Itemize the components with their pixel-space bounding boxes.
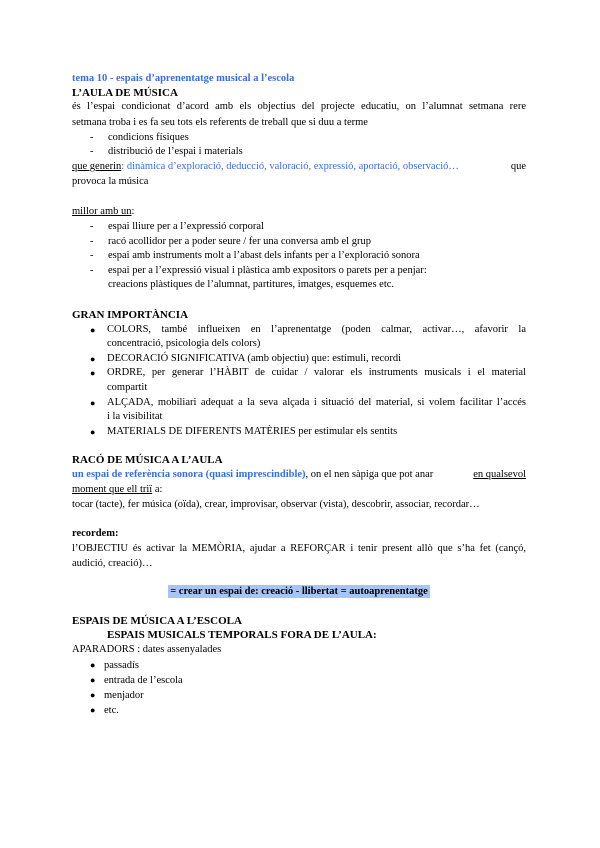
list-item-text: ALÇADA, mobiliari adequat a la seva alçada i situació del material, si volem facilitar l’accés [107, 397, 526, 408]
aula-intro-line-2: setmana troba i es fa seu tots els referents de treball que si duu a terme [72, 117, 368, 128]
dash-item [90, 235, 371, 249]
dash-item-text: espai per a l’expressió visual i plàstica amb expositors o parets per a penjar: [108, 265, 427, 276]
genera-end: que [510, 161, 526, 172]
raco-highlight: un espai de referència sonora (quasi imprescindible) [72, 469, 306, 480]
list-item [90, 425, 104, 440]
bullet-icon: ● [90, 705, 96, 715]
dash-item [90, 220, 264, 234]
dash-item-text: distribució de l’espai i materials [108, 146, 243, 157]
dash-item-text: espai amb instruments molt a l’abast dels infants per a l’exploració sonora [108, 250, 420, 261]
dash-marker: - [90, 221, 94, 232]
raco-underlined-2: moment que ell triï [72, 484, 153, 495]
raco-line-1 [72, 468, 526, 482]
dash-item [90, 264, 427, 278]
espais-subheading: ESPAIS MUSICALS TEMPORALS FORA DE L’AULA: [107, 629, 377, 641]
dash-item-text: espai lliure per a l’expressió corporal [108, 221, 264, 232]
bullet-icon: ● [90, 690, 96, 700]
dash-item [90, 145, 243, 159]
dash-item [90, 131, 189, 145]
recordem-line-1: l’OBJECTIU és activar la MEMÒRIA, ajudar a REFORÇAR i tenir present allò que s’ha fet (cançó, [72, 543, 526, 554]
dash-item-continuation: creacions plàstiques de l’alumnat, partitures, imatges, esquemes etc. [108, 279, 395, 290]
aula-intro-line-1: és l’espai condicionat d’acord amb els objectius del projecte educatiu, on l’alumnat setmana rere [72, 101, 526, 112]
list-item-text: MATERIALS DE DIFERENTS MATÈRIES per estimular els sentits [107, 426, 398, 437]
highlight-line [72, 585, 526, 599]
list-item [90, 366, 104, 381]
recordem-heading: recordem: [72, 528, 119, 539]
bullet-icon: ● [90, 354, 96, 364]
dash-marker: - [90, 132, 94, 143]
raco-text: , on el nen sàpiga que pot anar [305, 469, 434, 480]
genera-line [72, 160, 526, 174]
genera-line-2: provoca la música [72, 176, 149, 187]
millor-line [72, 205, 134, 219]
bullet-icon: ● [90, 427, 96, 437]
list-item-text: menjador [104, 690, 144, 701]
recordem-line-2: audició, creació)… [72, 558, 153, 569]
list-item [90, 673, 183, 688]
millor-label: millor amb un [72, 206, 132, 217]
genera-label: que generin [72, 161, 122, 172]
importancia-heading: GRAN IMPORTÀNCIA [72, 309, 189, 321]
espais-heading: ESPAIS DE MÚSICA A L’ESCOLA [72, 615, 242, 627]
list-item-text: ORDRE, per generar l’HÀBIT de cuidar / valorar els instruments musicals i el material [107, 367, 526, 378]
bullet-icon: ● [90, 660, 96, 670]
bullet-icon: ● [90, 398, 96, 408]
list-item-text: entrada de l’escola [104, 675, 183, 686]
raco-line-2-end: a: [152, 484, 163, 495]
list-item-text: etc. [104, 705, 119, 716]
bullet-icon: ● [90, 368, 96, 378]
list-item [90, 658, 139, 673]
topic-title: tema 10 - espais d’aprenentatge musical a l’escola [72, 73, 295, 84]
raco-line-3: tocar (tacte), fer música (oïda), crear, improvisar, observar (vista), descobrir, associar, recordar… [72, 499, 480, 510]
list-item [90, 688, 144, 703]
dash-marker: - [90, 265, 94, 276]
aparadors-line: APARADORS : dates assenyalades [72, 644, 222, 655]
highlight-text: = crear un espai de: creació - llibertat = autoaprenentatge [170, 586, 428, 597]
raco-line-2 [72, 483, 162, 497]
dash-marker: - [90, 236, 94, 247]
list-item [90, 396, 104, 411]
list-item-text: DECORACIÓ SIGNIFICATIVA (amb objectiu) que: estímuli, recordi [107, 353, 402, 364]
dash-item-text: condicions físiques [108, 132, 189, 143]
dash-item [90, 249, 420, 263]
bullet-icon: ● [90, 675, 96, 685]
list-item-text-cont: i la visibilitat [107, 411, 163, 422]
aula-heading: L’AULA DE MÚSICA [72, 87, 178, 99]
list-item-text-cont: compartit [107, 382, 148, 393]
millor-colon: : [131, 206, 135, 217]
bullet-icon: ● [90, 325, 96, 335]
list-item [90, 703, 119, 718]
dash-marker: - [90, 250, 94, 261]
list-item-text: passadís [104, 660, 139, 671]
list-item-text-cont: concentració, psicologia dels colors) [107, 338, 261, 349]
dash-marker: - [90, 146, 94, 157]
raco-heading: RACÓ DE MÚSICA A L’AULA [72, 454, 223, 466]
list-item-text: COLORS, també influeixen en l’aprenentatge (poden calmar, activar…, afavorir la [107, 324, 526, 335]
list-item [90, 352, 104, 367]
genera-text: : dinàmica d’exploració, deducció, valoració, expressió, aportació, observació… [121, 161, 459, 172]
raco-underlined: en qualsevol [473, 469, 526, 480]
dash-item-text: racó acollidor per a poder seure / fer una conversa amb el grup [108, 236, 371, 247]
list-item [90, 323, 104, 338]
